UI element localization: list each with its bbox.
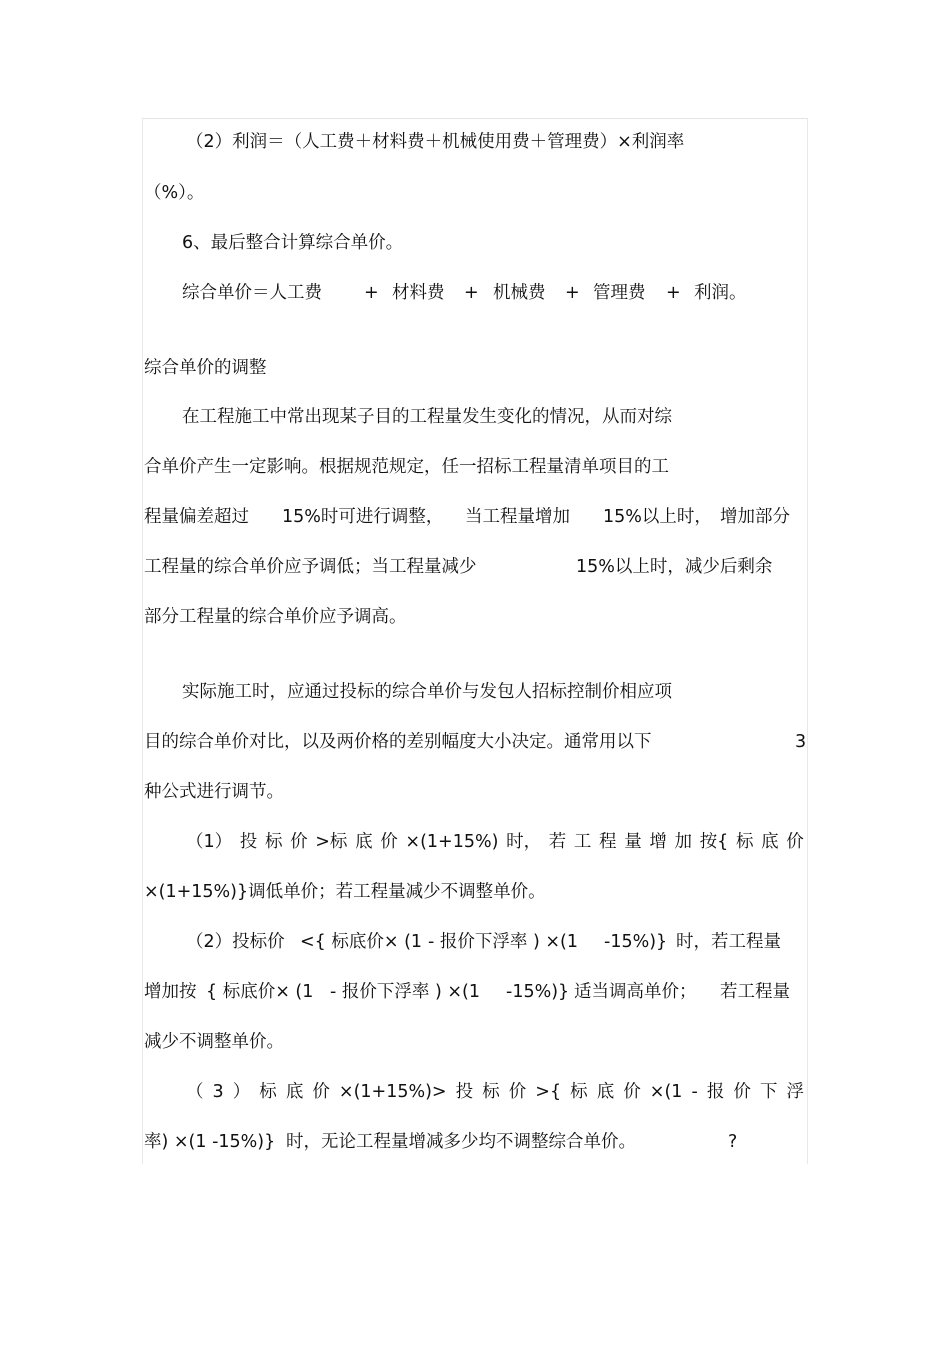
formula3-line1 — [186, 1080, 804, 1104]
section-heading: 综合单价的调整 — [144, 358, 267, 378]
paragraph-practice-line3: 种公式进行调节。 — [144, 782, 284, 802]
formula-plus: + — [464, 283, 479, 303]
text-run: >{ — [535, 1082, 562, 1102]
text-run: - — [691, 1082, 698, 1102]
paragraph-practice-line2 — [144, 730, 808, 754]
text-run: <{ 标底价× (1 — [300, 932, 423, 952]
text-run: 底 — [355, 832, 373, 852]
text-run: 15%以上时， — [603, 507, 712, 527]
page-frame — [142, 118, 808, 1164]
text-run: 若工程量 — [720, 982, 790, 1002]
formula-plus: + — [565, 283, 580, 303]
paragraph-adjust-line4 — [144, 555, 784, 579]
text-run: 若 — [548, 832, 567, 852]
text-run: 标 — [482, 1082, 500, 1102]
text-run: ） — [232, 1082, 251, 1102]
text-run: -15%)} — [604, 932, 668, 952]
formula-term: 机械费 — [493, 283, 546, 303]
text-run: 标 — [264, 832, 283, 852]
text-run: 底 — [285, 1082, 304, 1102]
formula1-line2: ×(1+15%)}调低单价；若工程量减少不调整单价。 — [144, 882, 546, 902]
text-run: 标 — [735, 832, 754, 852]
text-run: ×(1+15%)> — [338, 1082, 447, 1102]
text-run: 价 — [786, 832, 804, 852]
text-run: 时，无论工程量增减多少均不调整综合单价。 — [286, 1132, 636, 1152]
text-run: 加 — [674, 832, 693, 852]
text-run: 报 — [706, 1082, 725, 1102]
text-run: -15%)} — [506, 982, 570, 1002]
text-run: 15%以上时，减少后剩余 — [576, 557, 773, 577]
paragraph-adjust-line5: 部分工程量的综合单价应予调高。 — [144, 607, 407, 627]
text-run: （1） — [186, 832, 233, 852]
text-run: 15%时可进行调整， — [282, 507, 444, 527]
paragraph-adjust-line2: 合单价产生一定影响。根据规范规定，任一招标工程量清单项目的工 — [144, 457, 669, 477]
text-run: 投 — [239, 832, 258, 852]
text-run: 增加部分 — [720, 507, 790, 527]
text-run: 3 — [795, 732, 807, 752]
formula-term: 管理费 — [593, 283, 646, 303]
text-run: 投 — [455, 1082, 474, 1102]
text-run: 当工程量增加 — [465, 507, 570, 527]
text-run: 标 — [570, 1082, 588, 1102]
text-run: ×(1+15%) — [405, 832, 499, 852]
text-run: 率) ×(1 -15%)} — [144, 1132, 276, 1152]
text-run: （ — [186, 1082, 204, 1102]
formula-term: 材料费 — [392, 283, 445, 303]
text-run: 量 — [624, 832, 642, 852]
text-run: 增加按 — [144, 982, 197, 1002]
text-run: 价 — [733, 1082, 751, 1102]
text-run: 目的综合单价对比，以及两价格的差别幅度大小决定。通常用以下 — [144, 732, 652, 752]
paragraph-adjust-line1: 在工程施工中常出现某子目的工程量发生变化的情况，从而对综 — [182, 407, 672, 427]
text-run: - 报价下浮率 ) ×(1 — [428, 932, 578, 952]
formula2-line3: 减少不调整单价。 — [144, 1032, 284, 1052]
text-run: 程量偏差超过 — [144, 507, 249, 527]
text-run: 浮 — [786, 1082, 804, 1102]
formula1-line1 — [186, 830, 804, 854]
text-run: 价 — [508, 1082, 527, 1102]
paragraph-adjust-line3 — [144, 505, 796, 529]
formula2-line1 — [186, 930, 796, 954]
text-run: 时，若工程量 — [676, 932, 781, 952]
paragraph-practice-line1: 实际施工时，应通过投标的综合单价与发包人招标控制价相应项 — [182, 682, 672, 702]
text-run: 3 — [212, 1082, 224, 1102]
text-run: （2）投标价 — [186, 932, 285, 952]
text-run: 底 — [761, 832, 779, 852]
paragraph-step6: 6、最后整合计算综合单价。 — [182, 233, 404, 253]
formula2-line2 — [144, 980, 796, 1004]
text-run: 底 — [596, 1082, 615, 1102]
text-run: 价 — [623, 1082, 641, 1102]
text-run: >标 — [315, 832, 348, 852]
formula-term: 综合单价＝人工费 — [182, 283, 322, 303]
text-run: 增 — [649, 832, 667, 852]
text-run: 下 — [759, 1082, 778, 1102]
formula-line — [182, 281, 752, 305]
text-run: 工 — [573, 832, 592, 852]
text-run: ? — [728, 1132, 738, 1152]
text-run: ×(1 — [649, 1082, 683, 1102]
formula-term: 利润。 — [694, 283, 747, 303]
text-run: 价 — [290, 832, 308, 852]
text-run: 价 — [380, 832, 398, 852]
text-run: 时， — [506, 832, 542, 852]
text-run: 程 — [599, 832, 617, 852]
paragraph-profit-line1: （2）利润＝（人工费＋材料费＋机械使用费＋管理费）×利润率 — [186, 132, 685, 152]
text-run: 工程量的综合单价应予调低；当工程量减少 — [144, 557, 477, 577]
text-run: 标 — [259, 1082, 277, 1102]
text-run: - 报价下浮率 ) ×(1 — [330, 982, 480, 1002]
paragraph-profit-line2: （%）。 — [144, 183, 205, 203]
text-run: { 标底价× (1 — [206, 982, 314, 1002]
text-run: 按{ — [699, 832, 729, 852]
formula-plus: + — [666, 283, 681, 303]
text-run: 价 — [312, 1082, 330, 1102]
text-run: 适当调高单价； — [574, 982, 697, 1002]
formula3-line2 — [144, 1130, 744, 1154]
formula-plus: + — [364, 283, 379, 303]
